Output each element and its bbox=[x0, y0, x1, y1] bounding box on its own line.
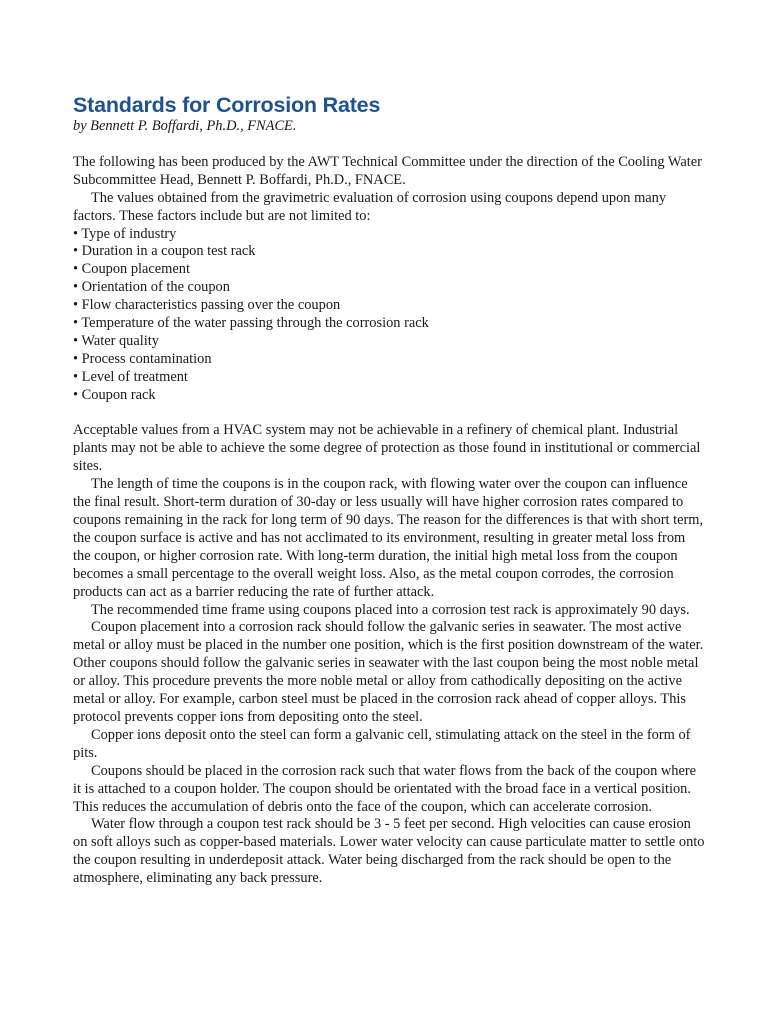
list-item-text: Coupon rack bbox=[81, 386, 156, 403]
body-paragraph: The length of time the coupons is in the coupon rack, with flowing water over the coupon can influence the final result. Short-term duration of 30-day or less usually will have higher corrosion rates compared to coupons remaining in the rack for long term of 90 days. The reason for the differences is that with short term, the coupon surface is active and has not acclimated to its environment, resulting in greater metal loss from the coupon, or higher corrosion rate. With long-term duration, the initial high metal loss from the coupon becomes a small percentage to the overall weight loss. Also, as the metal coupon corrodes, the corrosion products can act as a barrier reducing the rate of further attack. bbox=[73, 476, 704, 600]
list-item-text: Process contamination bbox=[81, 350, 212, 367]
section-spacer bbox=[73, 405, 705, 423]
list-item bbox=[73, 369, 705, 387]
list-item bbox=[73, 351, 705, 369]
list-item bbox=[73, 279, 705, 297]
bullet-icon: • bbox=[73, 261, 79, 278]
bullet-icon: • bbox=[73, 225, 79, 242]
list-item bbox=[73, 315, 705, 333]
list-item-text: Water quality bbox=[81, 332, 159, 349]
body-paragraph: Coupon placement into a corrosion rack should follow the galvanic series in seawater. The most active metal or alloy must be placed in the number one position, which is the first position downstream of the water. Other coupons should follow the galvanic series in seawater with the last coupon being the most noble metal or alloy. This procedure prevents the more noble metal or alloy from cathodically depositing on the active metal or alloy. For example, carbon steel must be placed in the corrosion rack ahead of copper alloys. This protocol prevents copper ions from depositing onto the steel. bbox=[73, 619, 704, 725]
bullet-icon: • bbox=[73, 243, 79, 260]
body-paragraph: Water flow through a coupon test rack should be 3 - 5 feet per second. High velocities can cause erosion on soft alloys such as copper-based materials. Lower water velocity can cause particulate matter to settle onto the coupon resulting in underdeposit attack. Water being discharged from the rack should be open to the atmosphere, eliminating any back pressure. bbox=[73, 816, 705, 887]
bullet-icon: • bbox=[73, 297, 79, 314]
intro-paragraph: The following has been produced by the AWT Technical Committee under the direction of the Cooling Water Subcommittee Head, Bennett P. Boffardi, Ph.D., FNACE. bbox=[73, 153, 702, 188]
list-item bbox=[73, 261, 705, 279]
body-paragraph: Copper ions deposit onto the steel can form a galvanic cell, stimulating attack on the steel in the form of pits. bbox=[73, 726, 691, 761]
factors-intro-paragraph: The values obtained from the gravimetric evaluation of corrosion using coupons depend upon many factors. These factors include but are not limited to: bbox=[73, 189, 667, 224]
list-item-text: Flow characteristics passing over the coupon bbox=[81, 297, 341, 314]
bullet-icon: • bbox=[73, 279, 79, 296]
document-page bbox=[73, 92, 705, 888]
bullet-icon: • bbox=[73, 368, 79, 385]
list-item bbox=[73, 226, 705, 244]
bullet-icon: • bbox=[73, 332, 79, 349]
list-item-text: Orientation of the coupon bbox=[81, 279, 230, 296]
list-item-text: Coupon placement bbox=[81, 261, 190, 278]
factors-list bbox=[73, 226, 705, 405]
bullet-icon: • bbox=[73, 386, 79, 403]
list-item-text: Type of industry bbox=[81, 225, 177, 242]
page-title: Standards for Corrosion Rates bbox=[73, 93, 381, 117]
list-item-text: Level of treatment bbox=[81, 368, 188, 385]
bullet-icon: • bbox=[73, 315, 79, 332]
list-item bbox=[73, 333, 705, 351]
list-item bbox=[73, 297, 705, 315]
list-item bbox=[73, 243, 705, 261]
list-item-text: Duration in a coupon test rack bbox=[81, 243, 256, 260]
body-paragraph: The recommended time frame using coupons placed into a corrosion test rack is approximately 90 days. bbox=[91, 601, 690, 618]
body-paragraph: Acceptable values from a HVAC system may not be achievable in a refinery of chemical plant. Industrial plants may not be able to achieve the some degree of protection as those found in institutional or commercial sites. bbox=[73, 422, 701, 475]
list-item-text: Temperature of the water passing through the corrosion rack bbox=[81, 315, 429, 332]
body-paragraph: Coupons should be placed in the corrosion rack such that water flows from the back of the coupon where it is attached to a coupon holder. The coupon should be orientated with the broad face in a vertical position. This reduces the accumulation of debris onto the face of the coupon, which can accelerate corrosion. bbox=[73, 762, 697, 815]
bullet-icon: • bbox=[73, 350, 79, 367]
author-byline: by Bennett P. Boffardi, Ph.D., FNACE. bbox=[73, 118, 297, 134]
list-item bbox=[73, 387, 705, 405]
